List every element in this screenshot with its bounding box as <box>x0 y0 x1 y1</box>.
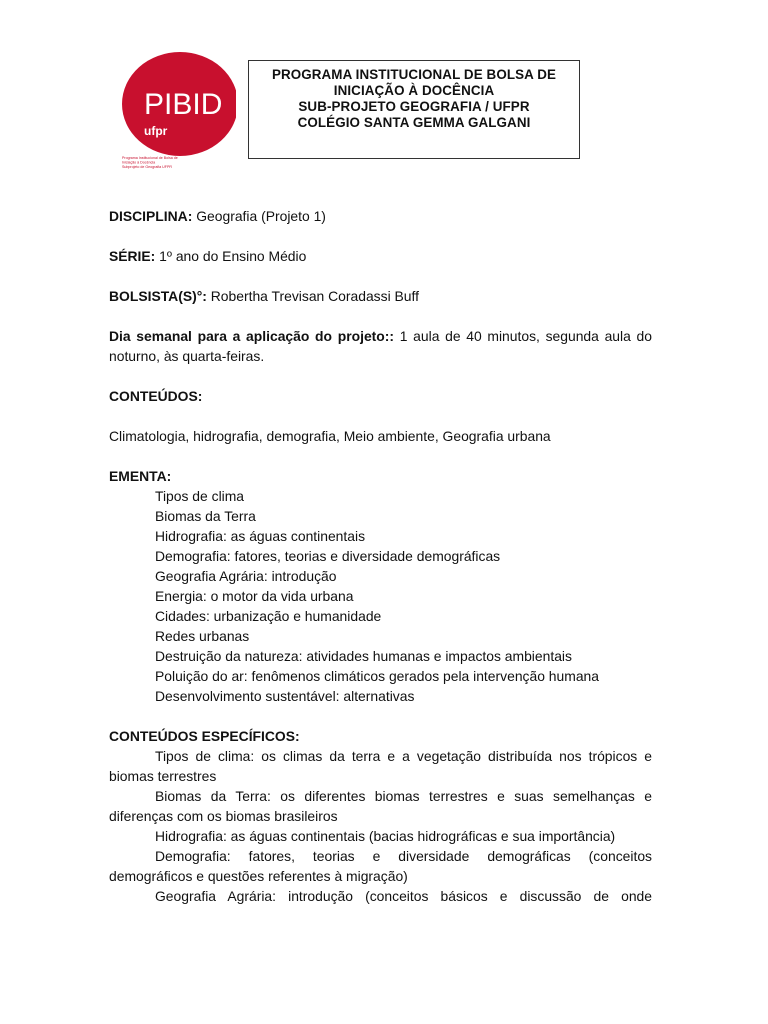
bolsista-value: Robertha Trevisan Coradassi Buff <box>206 288 419 304</box>
dia-label: Dia semanal para a aplicação do projeto:: <box>109 328 395 344</box>
list-item: Hidrografia: as águas continentais <box>155 528 366 544</box>
dia-value: 1 aula de 40 minutos, segunda aula do noturno, às quarta-feiras. <box>109 328 652 364</box>
disciplina-value: Geografia (Projeto 1) <box>192 208 326 224</box>
list-item: Redes urbanas <box>155 628 250 644</box>
disciplina-field <box>109 206 652 226</box>
bolsista-field <box>109 286 652 306</box>
especificos-paragraph: Geografia Agrária: introdução (conceitos básicos e discussão de onde <box>155 888 652 904</box>
disciplina-label: DISCIPLINA: <box>109 208 193 224</box>
list-item: Poluição do ar: fenômenos climáticos gerados pela intervenção humana <box>155 668 599 684</box>
list-item: Demografia: fatores, teorias e diversidade demográficas <box>155 548 501 564</box>
program-header-box <box>248 60 580 159</box>
serie-label: SÉRIE: <box>109 248 156 264</box>
pibid-logo <box>108 52 240 170</box>
logo-brand: PIBID <box>144 88 223 121</box>
dia-field <box>109 326 652 366</box>
document-body <box>109 206 652 906</box>
bolsista-label: BOLSISTA(S)°: <box>109 288 207 304</box>
especificos-heading: CONTEÚDOS ESPECÍFICOS: <box>109 728 300 744</box>
header-line-1: PROGRAMA INSTITUCIONAL DE BOLSA DE <box>271 67 557 82</box>
header-line-4: COLÉGIO SANTA GEMMA GALGANI <box>297 115 531 130</box>
especificos-paragraph: Hidrografia: as águas continentais (bacias hidrográficas e sua importância) <box>155 828 616 844</box>
ementa-list <box>109 486 652 706</box>
list-item: Biomas da Terra <box>155 508 256 524</box>
logo-tagline-2: Iniciação à Docência <box>122 160 156 165</box>
header-line-3: SUB-PROJETO GEOGRAFIA / UFPR <box>298 99 530 114</box>
especificos-paragraph: Tipos de clima: os climas da terra e a vegetação distribuída nos trópicos e biomas terrestres <box>109 748 652 784</box>
list-item: Energia: o motor da vida urbana <box>155 588 354 604</box>
list-item: Geografia Agrária: introdução <box>155 568 337 584</box>
list-item: Tipos de clima <box>155 488 245 504</box>
especificos-paragraph: Biomas da Terra: os diferentes biomas terrestres e suas semelhanças e diferenças com os biomas brasileiros <box>109 788 652 824</box>
logo-tagline-3: Subprojeto de Geografia UFPR <box>122 165 172 169</box>
serie-value: 1º ano do Ensino Médio <box>155 248 307 264</box>
conteudos-heading: CONTEÚDOS: <box>109 388 203 404</box>
especificos-paragraph: Demografia: fatores, teorias e diversidade demográficas (conceitos demográficos e questões referentes à migração) <box>109 848 652 884</box>
list-item: Cidades: urbanização e humanidade <box>155 608 382 624</box>
logo-sub: ufpr <box>144 124 168 138</box>
header-line-2: INICIAÇÃO À DOCÊNCIA <box>333 83 495 98</box>
logo-tagline-1: Programa Institucional de Bolsa de <box>122 156 178 160</box>
serie-field <box>109 246 652 266</box>
conteudos-text: Climatologia, hidrografia, demografia, Meio ambiente, Geografia urbana <box>109 428 551 444</box>
list-item: Desenvolvimento sustentável: alternativas <box>155 688 415 704</box>
list-item: Destruição da natureza: atividades humanas e impactos ambientais <box>155 648 572 664</box>
ementa-heading: EMENTA: <box>109 468 172 484</box>
